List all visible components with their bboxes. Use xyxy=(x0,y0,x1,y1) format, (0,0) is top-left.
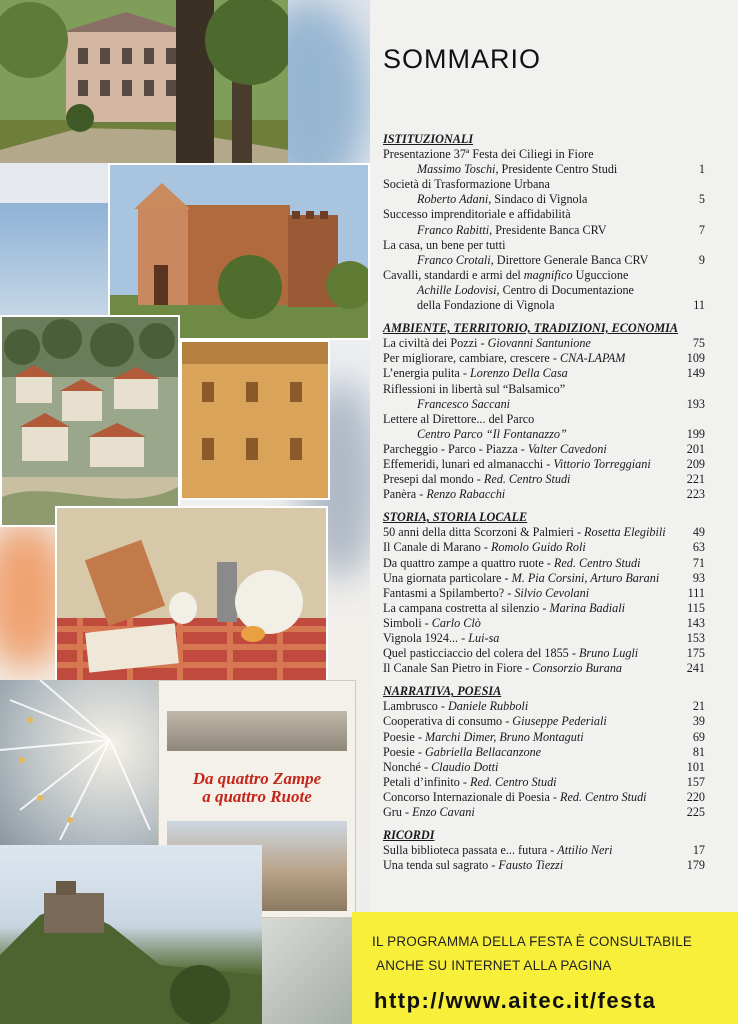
toc-entry xyxy=(383,147,705,162)
toc-entry-author: Gabriella Bellacanzone xyxy=(424,744,542,759)
toc-entry-title xyxy=(383,646,638,661)
toc-entry-text: La casa, un bene per tutti xyxy=(383,237,506,252)
toc-entry-page xyxy=(699,207,705,222)
toc-entry-text: Cooperativa di consumo - xyxy=(383,714,513,729)
toc-entry xyxy=(383,760,705,775)
table-of-contents xyxy=(383,132,705,873)
toc-entry-page: 201 xyxy=(686,441,705,456)
toc-entry-text: Fantasmi a Spilamberto? - xyxy=(383,585,515,600)
toc-entry xyxy=(383,616,705,631)
village-painting-photo xyxy=(0,315,180,527)
toc-entry-author: Daniele Rubboli xyxy=(447,699,529,714)
toc-entry-author: Giuseppe Pederiali xyxy=(512,714,607,729)
toc-entry xyxy=(383,472,705,487)
toc-entry xyxy=(383,298,705,313)
toc-entry-text: Presidente Banca CRV xyxy=(492,222,607,237)
still-life-photo xyxy=(55,506,328,696)
toc-entry-text: Presidente Centro Studi xyxy=(498,162,618,177)
toc-entry xyxy=(383,745,705,760)
toc-entry-page: 143 xyxy=(686,615,705,630)
toc-entry-page: 225 xyxy=(686,805,705,820)
toc-entry xyxy=(383,366,705,381)
toc-entry-author: Centro Parco “Il Fontanazzo” xyxy=(417,426,567,441)
toc-entry-title xyxy=(383,298,554,313)
book-cover-photo-strip xyxy=(167,711,347,751)
toc-entry-page: 193 xyxy=(686,396,705,411)
toc-entry-title xyxy=(383,238,506,253)
toc-entry-page xyxy=(699,412,705,427)
toc-entry-text: La civiltà dei Pozzi - xyxy=(383,336,488,351)
castle-church-photo xyxy=(108,163,370,340)
toc-entry-title xyxy=(383,442,607,457)
toc-entry-title xyxy=(383,472,570,487)
toc-entry-author: Red. Centro Studi xyxy=(470,774,557,789)
toc-entry-text: Società di Trasformazione Urbana xyxy=(383,177,550,192)
toc-entry-title xyxy=(383,805,475,820)
toc-entry-title xyxy=(383,714,607,729)
toc-entry-text: L’energia pulita - xyxy=(383,366,470,381)
toc-entry xyxy=(383,487,705,502)
toc-entry xyxy=(383,162,705,177)
toc-entry-text: Da quattro zampe a quattro ruote - xyxy=(383,555,554,570)
toc-entry xyxy=(383,556,705,571)
book-title-line2: a quattro Ruote xyxy=(202,787,312,806)
toc-entry-author: Renzo Rabacchi xyxy=(426,487,506,502)
toc-entry-text: Effemeridi, lunari ed almanacchi - xyxy=(383,456,554,471)
toc-entry-text: La campana costretta al silenzio - xyxy=(383,600,550,615)
section-heading: ISTITUZIONALI xyxy=(383,132,474,146)
toc-entry-page: 109 xyxy=(686,351,705,366)
toc-entry-page: 71 xyxy=(692,555,705,570)
toc-entry-author: Lorenzo Della Casa xyxy=(469,366,568,381)
toc-entry xyxy=(383,223,705,238)
toc-entry-page xyxy=(699,177,705,192)
toc-entry-page: 223 xyxy=(686,487,705,502)
toc-entry xyxy=(383,805,705,820)
toc-entry-text: Riflessioni in libertà sul “Balsamico” xyxy=(383,381,566,396)
toc-entry-author: Red. Centro Studi xyxy=(553,555,641,570)
toc-entry xyxy=(383,207,705,222)
toc-entry-text: Lettere al Direttore... del Parco xyxy=(383,411,535,426)
sky-photo xyxy=(0,203,108,315)
toc-entry-author: Red. Centro Studi xyxy=(483,472,571,487)
hill-monastery-photo xyxy=(0,845,262,1024)
toc-entry-author: Marchi Dimer, Bruno Montaguti xyxy=(424,729,584,744)
toc-entry-author: M. Pia Corsini, Arturo Barani xyxy=(511,570,660,585)
toc-entry xyxy=(383,714,705,729)
section-heading: NARRATIVA, POESIA xyxy=(383,684,502,699)
toc-entry xyxy=(383,336,705,351)
toc-entry-text: Poesie - xyxy=(383,729,425,744)
toc-entry-page: 220 xyxy=(686,789,705,804)
toc-entry-author: Massimo Toschi, xyxy=(417,162,499,177)
toc-entry-page: 81 xyxy=(692,744,705,759)
toc-entry-author: Achille Lodovisi, xyxy=(417,282,500,297)
toc-entry-author: Attilio Neri xyxy=(557,843,613,858)
toc-entry-author: Giovanni Santunione xyxy=(487,336,591,351)
toc-entry-page: 75 xyxy=(692,336,705,351)
toc-entry-title xyxy=(383,223,607,238)
toc-entry-title xyxy=(383,571,659,586)
toc-entry-page: 241 xyxy=(686,661,705,676)
toc-entry-page xyxy=(699,238,705,253)
toc-entry-page: 221 xyxy=(686,472,705,487)
toc-entry-title xyxy=(383,382,565,397)
yellow-building-photo xyxy=(180,340,330,500)
toc-entry-title xyxy=(383,556,640,571)
toc-entry xyxy=(383,699,705,714)
toc-entry-title xyxy=(383,775,557,790)
toc-entry-title xyxy=(383,745,541,760)
toc-entry-author: Romolo Guido Roli xyxy=(490,540,586,555)
toc-entry xyxy=(383,525,705,540)
book-title-line1: Da quattro Zampe xyxy=(192,769,322,788)
toc-entry-text: Per migliorare, cambiare, crescere - xyxy=(383,351,560,366)
toc-entry-title xyxy=(383,616,481,631)
toc-entry xyxy=(383,268,705,283)
toc-entry-page: 21 xyxy=(692,699,705,714)
banner-url-link[interactable]: http://www.aitec.it/festa xyxy=(374,988,657,1013)
toc-entry-text: Concorso Internazionale di Poesia - xyxy=(383,789,561,804)
toc-entry xyxy=(383,790,705,805)
toc-entry xyxy=(383,351,705,366)
toc-entry-author: Enzo Cavani xyxy=(412,805,475,820)
toc-entry-author: Silvio Cevolani xyxy=(514,585,590,600)
toc-entry-text: Successo imprenditoriale e affidabilità xyxy=(383,207,571,222)
toc-entry xyxy=(383,858,705,873)
toc-entry-text: Quel pasticciaccio del colera del 1855 - xyxy=(383,646,579,661)
toc-entry xyxy=(383,427,705,442)
toc-entry-page: 39 xyxy=(692,714,705,729)
toc-entry-title xyxy=(383,631,499,646)
toc-entry-title xyxy=(383,366,568,381)
toc-entry-author: Carlo Clò xyxy=(431,615,481,630)
toc-entry xyxy=(383,661,705,676)
toc-entry-author: Roberto Adani, xyxy=(417,192,492,207)
toc-entry xyxy=(383,601,705,616)
toc-entry-author: magnifico xyxy=(523,267,573,282)
toc-entry-page: 153 xyxy=(686,631,705,645)
toc-entry-author: Consorzio Burana xyxy=(532,661,623,676)
banner-line2: ANCHE SU INTERNET ALLA PAGINA xyxy=(376,958,612,973)
section-heading: RICORDI xyxy=(383,828,435,843)
toc-entry-page: 69 xyxy=(692,729,705,744)
page-title: SOMMARIO xyxy=(383,44,542,74)
toc-entry-text: Parcheggio - Parco - Piazza - xyxy=(383,441,528,456)
toc-entry-page xyxy=(699,147,705,162)
toc-entry-page: 179 xyxy=(686,858,705,873)
toc-entry-text: Presepi dal mondo - xyxy=(383,472,484,487)
toc-entry-title xyxy=(383,525,666,540)
toc-entry-title xyxy=(383,192,587,207)
toc-entry-title xyxy=(383,336,591,351)
toc-entry-author: Claudio Dotti xyxy=(431,759,499,774)
toc-entry-author: Red. Centro Studi xyxy=(560,789,647,804)
section-heading: AMBIENTE, TERRITORIO, TRADIZIONI, ECONOMIA xyxy=(383,321,679,336)
toc-entry-author: Franco Rabitti, xyxy=(417,222,493,237)
toc-entry-title xyxy=(383,790,647,805)
toc-entry-author: CNA-LAPAM xyxy=(559,351,626,366)
toc-entry-text: Sindaco di Vignola xyxy=(491,192,588,207)
toc-entry xyxy=(383,540,705,555)
toc-entry-author: Franco Crotali, xyxy=(417,252,494,267)
toc-entry xyxy=(383,253,705,268)
toc-entry-text: Uguccione xyxy=(572,267,629,282)
toc-entry-text: Centro di Documentazione xyxy=(499,282,634,297)
toc-entry-page: 199 xyxy=(686,426,705,441)
toc-entry-page: 111 xyxy=(687,585,705,600)
toc-entry xyxy=(383,730,705,745)
toc-entry-title xyxy=(383,661,622,676)
toc-entry-author: Francesco Saccani xyxy=(417,396,511,411)
section-heading: STORIA, STORIA LOCALE xyxy=(383,510,528,525)
toc-entry xyxy=(383,775,705,790)
toc-entry-title xyxy=(383,601,625,616)
toc-entry-text: della Fondazione di Vignola xyxy=(417,298,555,313)
toc-entry-page: 93 xyxy=(692,570,705,585)
toc-entry-page: 157 xyxy=(686,774,705,789)
toc-entry-page: 7 xyxy=(698,222,705,237)
villa-park-photo xyxy=(0,0,288,163)
toc-entry xyxy=(383,586,705,601)
toc-entry-text: Simboli - xyxy=(383,615,432,630)
toc-entry xyxy=(383,283,705,298)
toc-entry-text: Panèra - xyxy=(383,487,427,502)
toc-entry-page: 115 xyxy=(687,600,705,615)
toc-entry xyxy=(383,646,705,661)
toc-entry xyxy=(383,177,705,192)
toc-entry-page: 11 xyxy=(693,298,705,313)
toc-entry-page: 9 xyxy=(698,252,705,267)
toc-entry-author: Valter Cavedoni xyxy=(527,441,607,456)
toc-entry-author: Marina Badiali xyxy=(549,600,625,615)
toc-entry-text: Lambrusco - xyxy=(383,699,448,714)
toc-entry-text: Nonché - xyxy=(383,759,432,774)
toc-entry xyxy=(383,412,705,427)
toc-entry-title xyxy=(383,397,510,412)
toc-entry-page xyxy=(699,283,705,298)
flower-photo xyxy=(0,680,158,845)
toc-entry-author: Rosetta Elegibili xyxy=(584,525,666,540)
toc-entry-title xyxy=(383,457,651,472)
toc-entry-title xyxy=(383,412,534,427)
toc-entry-text: Il Canale di Marano - xyxy=(383,540,491,555)
toc-entry-page: 101 xyxy=(686,759,705,774)
toc-entry xyxy=(383,571,705,586)
toc-entry-text: Una giornata particolare - xyxy=(383,570,512,585)
toc-entry-title xyxy=(383,253,648,268)
toc-entry-page xyxy=(699,268,705,283)
toc-entry-title xyxy=(383,427,567,442)
toc-entry-page: 209 xyxy=(686,456,705,471)
toc-entry-page: 5 xyxy=(698,192,705,207)
toc-entry-text: Presentazione 37ª Festa dei Ciliegi in Fiore xyxy=(383,147,594,162)
toc-entry-title xyxy=(383,858,563,873)
toc-entry-title xyxy=(383,147,594,162)
toc-entry-title xyxy=(383,177,550,192)
toc-entry xyxy=(383,397,705,412)
toc-entry-text: Il Canale San Pietro in Fiore - xyxy=(383,661,533,676)
toc-entry xyxy=(383,238,705,253)
toc-entry-author: Lui-sa xyxy=(468,631,500,645)
toc-entry xyxy=(383,442,705,457)
toc-entry-author: Vittorio Torreggiani xyxy=(553,456,651,471)
toc-entry-text: Petali d’infinito - xyxy=(383,774,470,789)
toc-entry-title xyxy=(383,586,589,601)
toc-entry-text: 50 anni della ditta Scorzoni & Palmieri - xyxy=(383,525,585,540)
toc-entry xyxy=(383,631,705,646)
toc-entry-text: Direttore Generale Banca CRV xyxy=(493,252,649,267)
toc-entry-text: Poesie - xyxy=(383,744,425,759)
toc-entry-page: 149 xyxy=(686,366,705,381)
toc-entry-text: Una tenda sul sagrato - xyxy=(383,858,499,873)
internet-banner xyxy=(352,912,738,1024)
toc-entry-title xyxy=(383,487,505,502)
toc-entry-author: Fausto Tiezzi xyxy=(498,858,564,873)
toc-entry-title xyxy=(383,760,498,775)
toc-entry-title xyxy=(383,699,528,714)
toc-entry-title xyxy=(383,730,584,745)
toc-entry-text: Vignola 1924... - xyxy=(383,631,469,645)
toc-entry-page: 1 xyxy=(698,162,705,177)
toc-entry-page xyxy=(699,382,705,397)
toc-entry-title xyxy=(383,268,628,283)
toc-entry-title xyxy=(383,283,634,298)
toc-entry-text: Gru - xyxy=(383,805,413,820)
toc-entry xyxy=(383,192,705,207)
flower-detail-photo xyxy=(262,918,352,1024)
toc-entry-title xyxy=(383,162,617,177)
toc-entry xyxy=(383,457,705,472)
toc-entry-author: Bruno Lugli xyxy=(578,646,639,661)
toc-entry-text: Cavalli, standardi e armi del xyxy=(383,267,524,282)
toc-entry-page: 49 xyxy=(692,525,705,540)
toc-entry-page: 63 xyxy=(692,540,705,555)
toc-entry-page: 175 xyxy=(686,646,705,661)
toc-entry-title xyxy=(383,540,586,555)
toc-entry xyxy=(383,382,705,397)
toc-entry-page: 17 xyxy=(692,843,705,858)
toc-entry-title xyxy=(383,351,625,366)
toc-entry-title xyxy=(383,207,571,222)
toc-entry xyxy=(383,843,705,858)
toc-entry-text: Sulla biblioteca passata e... futura - xyxy=(383,843,558,858)
banner-line1: IL PROGRAMMA DELLA FESTA È CONSULTABILE xyxy=(372,934,693,949)
toc-entry-title xyxy=(383,843,612,858)
